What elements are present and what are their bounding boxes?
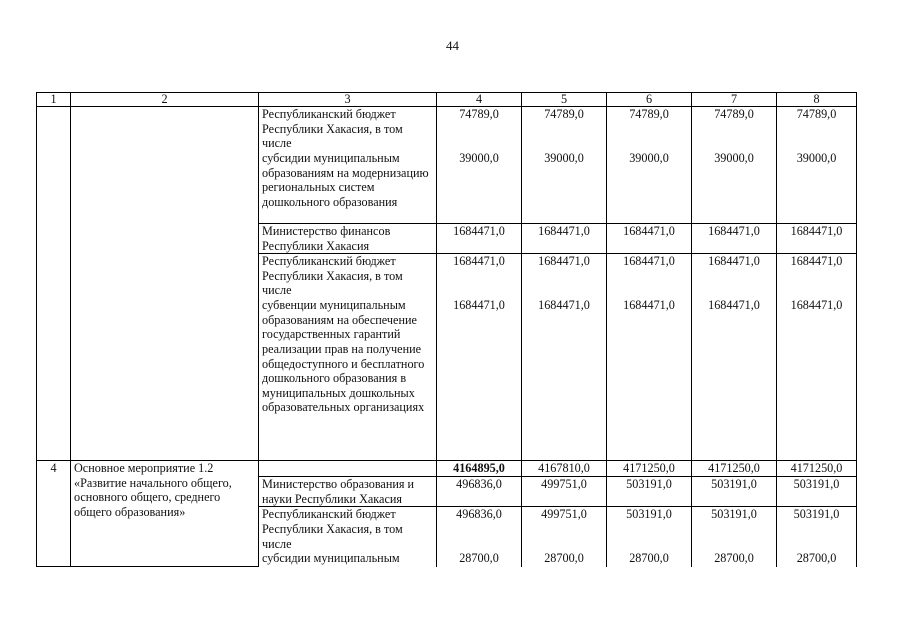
value: 74789,0 (544, 107, 584, 121)
value-cell (607, 507, 692, 567)
value: 503191,0 (626, 507, 672, 522)
value-cell (437, 254, 522, 461)
column-number: 2 (71, 93, 259, 107)
value-cell: 503191,0 (607, 477, 692, 507)
value-cell: 4164895,0 (437, 461, 522, 477)
source-text: субсидии муниципальным образованиям на модернизацию региональных систем дошкольного образования (262, 151, 429, 209)
activity-cell: Основное мероприятие 1.2 «Развитие начального общего, основного общего, среднего общего образования» (71, 461, 259, 567)
source-text: субсидии муниципальным (262, 551, 400, 566)
value: 1684471,0 (708, 298, 760, 313)
activity-cell (71, 107, 259, 461)
source-cell (259, 107, 437, 224)
value: 74789,0 (629, 107, 669, 121)
value: 1684471,0 (453, 254, 505, 269)
row-index-cell: 4 (37, 461, 71, 567)
page-number: 44 (446, 38, 459, 53)
value: 74789,0 (459, 107, 499, 121)
source-text: Республиканский бюджет Республики Хакасия, в том числе (262, 107, 403, 151)
value-cell: 1684471,0 (437, 224, 522, 254)
column-number: 6 (607, 93, 692, 107)
source-cell: Министерство образования и науки Республики Хакасия (259, 477, 437, 507)
value-cell: 1684471,0 (522, 224, 607, 254)
value: 503191,0 (793, 507, 840, 522)
column-number: 1 (37, 93, 71, 107)
source-cell: Министерство финансов Республики Хакасия (259, 224, 437, 254)
value-cell: 503191,0 (692, 477, 777, 507)
column-number: 5 (522, 93, 607, 107)
column-number: 8 (777, 93, 857, 107)
value-cell (522, 507, 607, 567)
value-cell (692, 107, 777, 224)
value: 28700,0 (629, 551, 669, 566)
value: 499751,0 (541, 507, 587, 522)
value: 39000,0 (544, 151, 584, 165)
value: 28700,0 (459, 551, 499, 566)
value: 1684471,0 (623, 254, 675, 269)
value: 74789,0 (714, 107, 754, 121)
column-number: 4 (437, 93, 522, 107)
value-cell (777, 107, 857, 224)
value: 1684471,0 (538, 254, 590, 269)
value-cell: 1684471,0 (607, 224, 692, 254)
value: 496836,0 (456, 507, 502, 522)
source-cell (259, 254, 437, 461)
column-number: 7 (692, 93, 777, 107)
value-cell (692, 254, 777, 461)
value: 1684471,0 (453, 298, 505, 313)
table-row (37, 461, 857, 477)
value: 74789,0 (796, 107, 837, 121)
value: 1684471,0 (790, 254, 843, 269)
value: 1684471,0 (790, 298, 843, 313)
value-cell (437, 507, 522, 567)
value-cell: 503191,0 (777, 477, 857, 507)
value: 39000,0 (459, 151, 499, 165)
row-index-cell (37, 107, 71, 461)
value-cell: 1684471,0 (692, 224, 777, 254)
column-number-row (37, 93, 857, 107)
value-cell (522, 254, 607, 461)
value-cell (777, 507, 857, 567)
value-cell: 4171250,0 (607, 461, 692, 477)
source-cell (259, 507, 437, 567)
value-cell (607, 107, 692, 224)
value: 1684471,0 (708, 254, 760, 269)
source-text: Республиканский бюджет Республики Хакасия, в том числе (262, 254, 403, 298)
value-cell: 499751,0 (522, 477, 607, 507)
value-cell: 4167810,0 (522, 461, 607, 477)
value: 39000,0 (714, 151, 754, 165)
source-cell (259, 461, 437, 477)
value-cell (692, 507, 777, 567)
value: 1684471,0 (623, 298, 675, 313)
value-cell (777, 254, 857, 461)
table-row (37, 107, 857, 224)
value-cell: 4171250,0 (692, 461, 777, 477)
value-cell (437, 107, 522, 224)
column-number: 3 (259, 93, 437, 107)
value-cell: 1684471,0 (777, 224, 857, 254)
value: 39000,0 (796, 151, 837, 165)
value: 39000,0 (629, 151, 669, 165)
value-cell (522, 107, 607, 224)
value: 1684471,0 (538, 298, 590, 313)
budget-table (36, 92, 857, 567)
source-text: Республиканский бюджет Республики Хакасия, в том числе (262, 507, 403, 551)
source-text: субвенции муниципальным образованиям на обеспечение государственных гарантий реализации прав на получение общедоступного и бесплатного дошкольного образования в муниципальных дошкольных образовательных организациях (262, 298, 425, 415)
value-cell (607, 254, 692, 461)
value-cell: 4171250,0 (777, 461, 857, 477)
value: 503191,0 (711, 507, 757, 522)
value: 28700,0 (796, 551, 837, 566)
value: 28700,0 (714, 551, 754, 566)
value: 28700,0 (544, 551, 584, 566)
value-cell: 496836,0 (437, 477, 522, 507)
